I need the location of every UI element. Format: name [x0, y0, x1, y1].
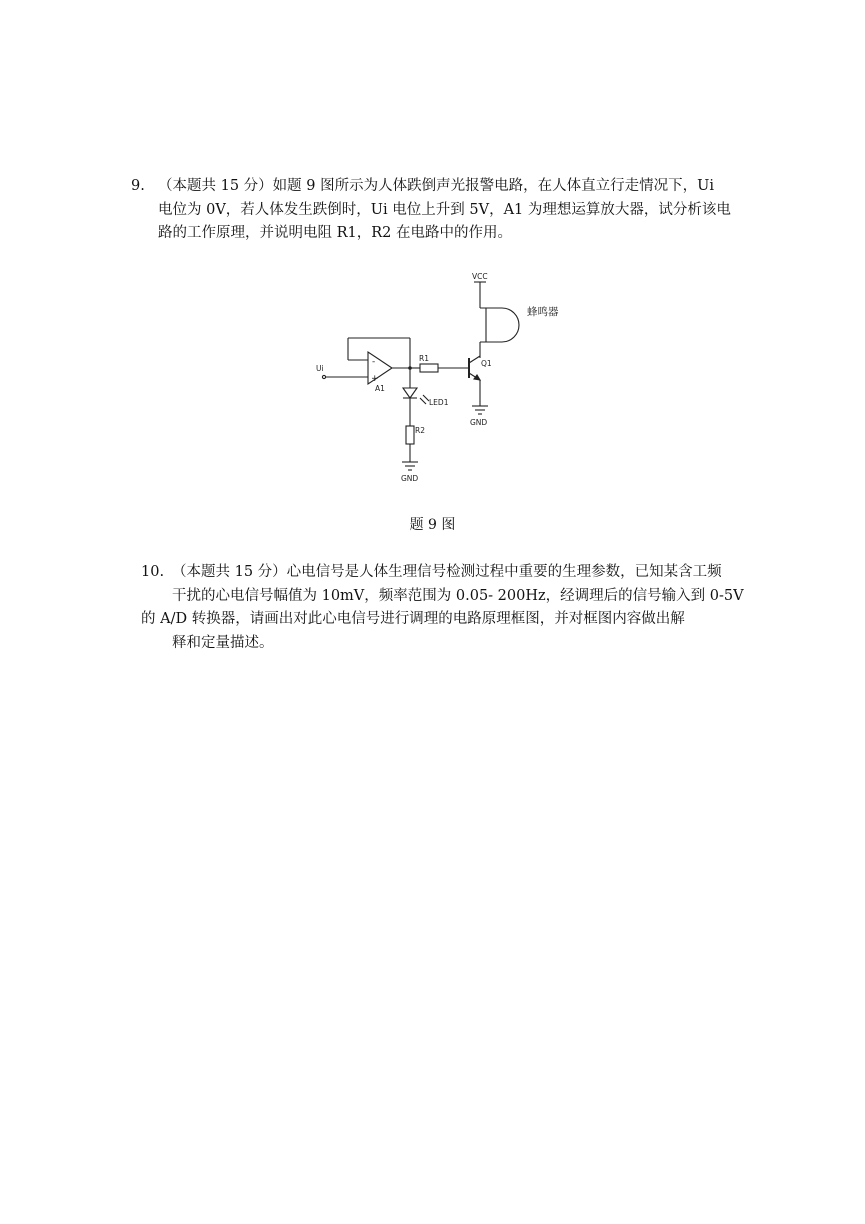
input-terminal [322, 375, 325, 378]
label-buzzer: 蜂鸣器 [527, 306, 559, 318]
junction-dot [408, 366, 412, 370]
r1-resistor [420, 364, 438, 372]
label-r2: R2 [415, 426, 425, 435]
r2-resistor [406, 426, 414, 444]
question-9-line-2: 电位为 0V，若人体发生跌倒时，Ui 电位上升到 5V，A1 为理想运算放大器，试分析该电 [158, 201, 731, 218]
label-gnd-led: GND [401, 474, 419, 483]
question-10-number: 10. [141, 564, 165, 580]
label-input: Ui [316, 364, 324, 373]
figure-caption: 题 9 图 [409, 517, 456, 533]
circuit-diagram [306, 268, 568, 484]
question-9-line-3: 路的工作原理，并说明电阻 R1，R2 在电路中的作用。 [158, 225, 513, 241]
led-diode-symbol [403, 388, 417, 398]
label-plus: + [371, 374, 379, 384]
label-q1: Q1 [481, 359, 492, 368]
question-9-number: 9. [131, 178, 145, 194]
label-minus: - [372, 357, 376, 367]
question-9-text [158, 175, 748, 246]
label-opamp: A1 [375, 384, 385, 393]
question-9-line-1: （本题共 15 分）如题 9 图所示为人体跌倒声光报警电路，在人体直立行走情况下，Ui [158, 178, 714, 194]
transistor-emitter-arrow [474, 375, 480, 380]
circuit-svg [306, 268, 568, 484]
transistor-collector [469, 356, 480, 363]
label-gnd-transistor: GND [470, 418, 488, 427]
led-ray-1 [420, 398, 426, 404]
question-10-line-4: 释和定量描述。 [172, 634, 274, 651]
question-10-line-2: 干扰的心电信号幅值为 10mV，频率范围为 0.05- 200Hz，经调理后的信号输入到 0-5V [172, 587, 744, 604]
question-10-text [141, 561, 762, 655]
label-vcc: VCC [472, 272, 488, 281]
label-led: LED1 [429, 398, 449, 407]
question-10-line-1: （本题共 15 分）心电信号是人体生理信号检测过程中重要的生理参数，已知某含工频 [172, 564, 722, 580]
label-r1: R1 [419, 354, 429, 363]
question-10-line-3: 的 A/D 转换器，请画出对此心电信号进行调理的电路原理框图，并对框图内容做出解 [141, 611, 685, 627]
